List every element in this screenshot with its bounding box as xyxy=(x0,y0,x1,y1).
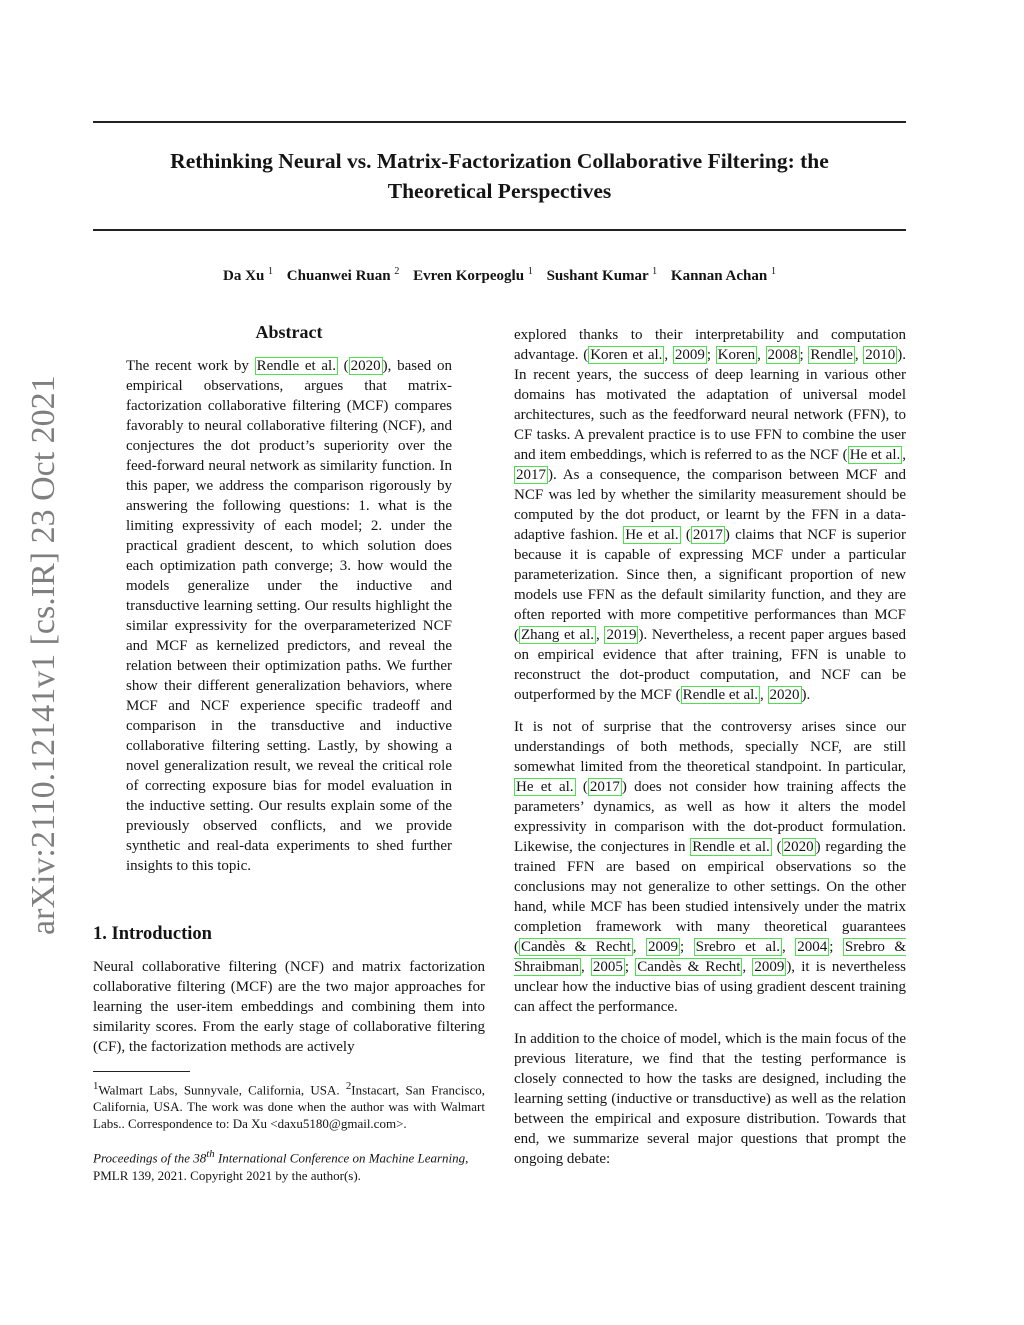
body-text: ( xyxy=(680,527,691,543)
author xyxy=(413,268,533,284)
citation-link[interactable]: He et al. xyxy=(516,779,574,795)
left-column xyxy=(93,320,485,1184)
body-text: ) claims that NCF is superior because it is capable of expressing MCF under a particular parameterization. Since then, a significant proportion of new models use FFN as the default similarity function, and they are often reported with more competitive performances than MCF ( xyxy=(514,527,907,643)
author-list xyxy=(93,266,906,285)
citation-link[interactable]: Rendle et al. xyxy=(256,358,336,374)
citation-link[interactable]: 2004 xyxy=(797,939,828,955)
citation-link[interactable]: 2009 xyxy=(674,347,705,363)
citation-link[interactable]: 2008 xyxy=(767,347,798,363)
citation-link[interactable]: 2019 xyxy=(606,627,637,643)
body-paragraph: In addition to the choice of model, which is the main focus of the previous literature, we find that the testing performance is closely connected to how the tasks are designed, including the learning setting (inductive or transductive) as well as the relation between the empirical and exposure distribution. Towards that end, we summarize several major questions that prompt the ongoing debate: xyxy=(514,1031,906,1167)
title-rule-top xyxy=(93,121,906,123)
body-text: , xyxy=(581,959,591,975)
abstract-text: ( xyxy=(337,358,349,374)
proceedings-text: , PMLR 139, 2021. Copyright 2021 by the author(s). xyxy=(93,1150,469,1183)
author-affiliation: 1 xyxy=(652,266,658,277)
proceedings-superscript: th xyxy=(206,1148,215,1161)
body-text: ( xyxy=(771,839,782,855)
abstract-body xyxy=(126,356,452,876)
paper-title xyxy=(93,146,906,206)
body-text: ; xyxy=(799,347,809,363)
author xyxy=(547,268,658,284)
body-text: , xyxy=(760,687,768,703)
body-text: ). Nevertheless, a recent paper argues based on empirical evidence that after training, FFN is unable to reconstruct the dot-product computation, and NCF can be outperformed by the MCF ( xyxy=(514,627,906,703)
citation-link[interactable]: Rendle et al. xyxy=(692,839,770,855)
citation-link[interactable]: Rendle xyxy=(810,347,853,363)
citation-link[interactable]: 2009 xyxy=(648,939,678,955)
body-text: ) regarding the trained FFN are based on empirical observations so the conclusions may not generalize to other settings. On the other hand, while MCF has been studied intensively under the matrix completion framework with many theoretical guarantees ( xyxy=(514,839,907,955)
author xyxy=(287,268,400,284)
citation-link[interactable]: 2020 xyxy=(769,687,800,703)
proceedings-number: 38 xyxy=(193,1150,207,1166)
citation-link[interactable]: He et al. xyxy=(849,447,901,463)
body-paragraph xyxy=(514,717,906,1017)
citation-link[interactable]: Koren et al. xyxy=(590,347,663,363)
author xyxy=(671,268,776,284)
proceedings-note xyxy=(93,1146,485,1183)
abstract-heading: Abstract xyxy=(255,322,323,342)
body-paragraph xyxy=(514,325,906,705)
body-text: It is not of surprise that the controversy arises since our understandings of both methods, specially NCF, are still somewhat limited from the theoretical standpoint. In particular, xyxy=(514,719,906,775)
right-column xyxy=(514,325,906,1181)
body-text: , xyxy=(782,939,796,955)
author-name: Da Xu xyxy=(223,268,265,284)
citation-link[interactable]: 2017 xyxy=(692,527,723,543)
citation-link[interactable]: 2009 xyxy=(754,959,785,975)
author-affiliation: 2 xyxy=(394,266,400,277)
body-text: ( xyxy=(575,779,588,795)
author-name: Kannan Achan xyxy=(670,268,768,284)
title-line-1: Rethinking Neural vs. Matrix-Factorization Collaborative Filtering: the xyxy=(170,149,829,173)
citation-link[interactable]: 2017 xyxy=(589,779,620,795)
author-name: Evren Korpeoglu xyxy=(413,268,525,284)
citation-link[interactable]: 2005 xyxy=(592,959,623,975)
body-text: , xyxy=(664,347,673,363)
body-text: ; xyxy=(624,959,636,975)
body-text: , xyxy=(854,347,864,363)
body-text: ; xyxy=(680,939,694,955)
body-text: ). xyxy=(801,687,811,703)
body-text: , xyxy=(596,627,605,643)
citation-link[interactable]: Koren xyxy=(717,347,756,363)
author-affiliation: 1 xyxy=(268,266,274,277)
title-rule-bottom xyxy=(93,229,906,231)
body-text: , xyxy=(902,447,906,463)
citation-link[interactable]: 2020 xyxy=(783,839,814,855)
abstract-text: ), based on empirical observations, argues that matrix-factorization collaborative filtering (MCF) compares favorably to neural collaborative filtering (NCF), and conjectures the dot product’s superiority over the feed-forward neural network as similarity function. In this paper, we address the comparison rigorously by answering the following questions: 1. what is the limiting expressivity of each model; 2. under the practical gradient descent, to which solution does each optimization path converge; 3. how would the models generalize under the inductive and transductive learning setting. Our results highlight the similar expressivity for the overparameterized NCF and MCF as kernelized predictors, and reveal the relation between their optimization paths. We further show their different generalization behaviors, where MCF and NCF experience specific tradeoff and comparison in the transductive and inductive collaborative filtering setting. Lastly, by showing a novel generalization result, we reveal the critical role of correcting exposure bias for model evaluation in the inductive setting. Our results explain some of the previously observed conflicts, and we provide synthetic and real-data experiments to shed further insights to this topic. xyxy=(126,358,452,874)
body-text: ; xyxy=(829,939,843,955)
title-line-2: Theoretical Perspectives xyxy=(387,179,612,203)
author xyxy=(223,268,273,284)
body-text: ). As a consequence, the comparison between MCF and NCF was led by whether the similarity measurement should be computed by the dot product, or learnt by the FFN in a data-adaptive fashion. xyxy=(514,467,906,543)
intro-paragraph: Neural collaborative filtering (NCF) and matrix factorization collaborative filtering (MCF) are the two major approaches for learning the user-item embeddings and combining them into similarity scores. From the early stage of collaborative filtering (CF), the factorization methods are actively xyxy=(93,959,485,1055)
footnote-text: Instacart, San Francisco, California, USA. The work was done when the author was with Walmart Labs.. Correspondence to: Da Xu <daxu5180@gmail.com>. xyxy=(93,1082,486,1132)
footnote-divider xyxy=(93,1071,190,1072)
proceedings-text: International Conference on Machine Learning xyxy=(214,1150,466,1166)
body-text: , xyxy=(632,939,646,955)
abstract-text: The recent work by xyxy=(126,358,255,374)
body-text: ) does not consider how training affects the parameters’ dynamics, as well as how it alters the model expressivity in comparison with the dot-product formulation. Likewise, the conjectures in xyxy=(514,779,906,855)
body-text: explored thanks to their interpretability and computation advantage. ( xyxy=(514,327,906,363)
author-name: Sushant Kumar xyxy=(546,268,649,284)
author-name: Chuanwei Ruan xyxy=(286,268,391,284)
affiliation-footnote xyxy=(93,1078,485,1132)
section-heading-introduction: 1. Introduction xyxy=(93,924,212,944)
citation-link[interactable]: Candès & Recht xyxy=(637,959,741,975)
author-affiliation: 1 xyxy=(527,266,533,277)
footnote-text: Walmart Labs, Sunnyvale, California, USA. xyxy=(98,1082,346,1098)
citation-link[interactable]: He et al. xyxy=(625,527,679,543)
citation-link[interactable]: Srebro & Shraibman xyxy=(514,939,907,975)
proceedings-text: Proceedings of the xyxy=(93,1150,194,1166)
citation-link[interactable]: Rendle et al. xyxy=(682,687,759,703)
footnote-marker: 1 xyxy=(93,1080,99,1092)
citation-link[interactable]: Candès & Recht xyxy=(521,939,631,955)
footnote-marker: 2 xyxy=(345,1080,352,1092)
body-text: ). In recent years, the success of deep learning in various other domains has motivated the adaptation of universal model architectures, such as the feedforward neural network (FFN), to CF tasks. A prevalent practice is to use FFN to combine the user and item embeddings, which is referred to as the NCF ( xyxy=(514,347,907,463)
body-text: , xyxy=(742,959,753,975)
body-text: ), it is nevertheless unclear how the inductive bias of using gradient descent training can affect the performance. xyxy=(514,959,907,1015)
author-affiliation: 1 xyxy=(770,266,776,277)
body-text: , xyxy=(757,347,766,363)
citation-link[interactable]: Srebro et al. xyxy=(695,939,780,955)
citation-link[interactable]: 2017 xyxy=(516,467,546,483)
citation-link[interactable]: 2010 xyxy=(865,347,896,363)
citation-link[interactable]: 2020 xyxy=(350,358,381,374)
citation-link[interactable]: Zhang et al. xyxy=(521,627,595,643)
arxiv-stamp: arXiv:2110.12141v1 [cs.IR] 23 Oct 2021 xyxy=(25,375,62,935)
body-text: ; xyxy=(706,347,716,363)
